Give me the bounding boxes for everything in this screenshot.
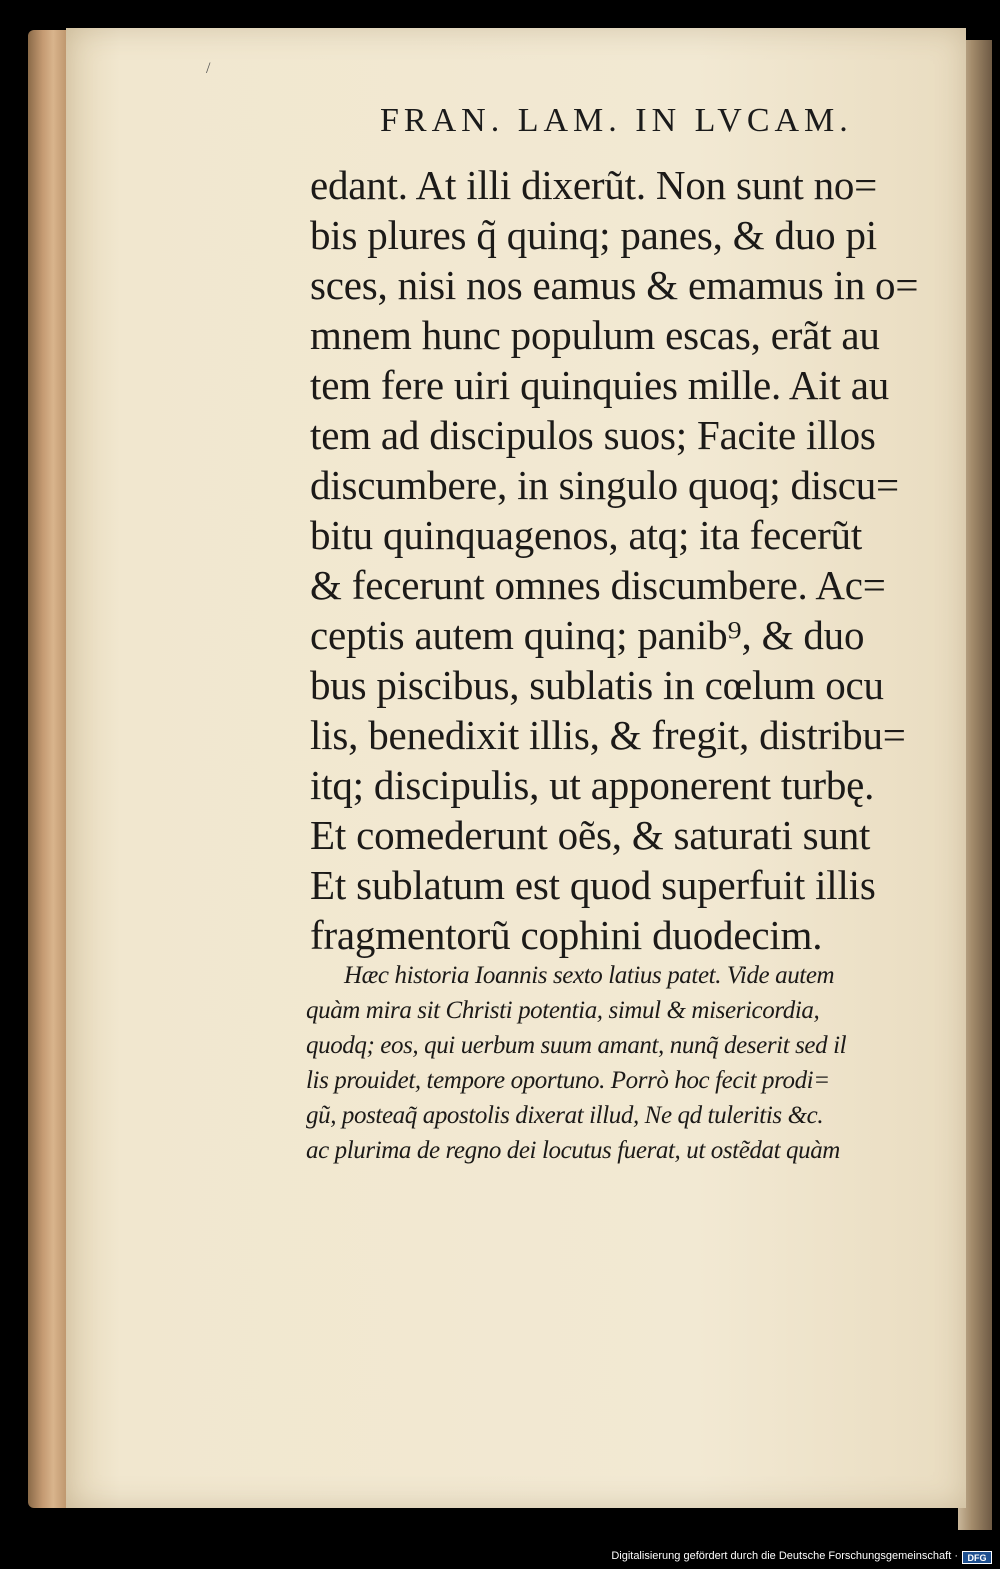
- commentary-line: ac plurima de regno dei locutus fuerat, ut ostẽdat quàm: [306, 1137, 840, 1164]
- footer-credit: Digitalisierung gefördert durch die Deutsche Forschungsgemeinschaft ·: [611, 1550, 958, 1562]
- body-line: edant. At illi dixerũt. Non sunt no=: [310, 162, 878, 208]
- body-line: tem ad discipulos suos; Facite illos: [310, 412, 876, 458]
- commentary-line: lis prouidet, tempore oportuno. Porrò hoc fecit prodi=: [306, 1067, 830, 1094]
- body-line: Et comederunt oẽs, & saturati sunt: [310, 812, 871, 858]
- commentary-text: [306, 958, 946, 1168]
- dfg-logo-icon: DFG: [962, 1551, 992, 1564]
- body-line: sces, nisi nos eamus & emamus in o=: [310, 262, 919, 308]
- body-line: bis plures q̃ quinq; panes, & duo pi: [310, 212, 877, 258]
- body-line: Et sublatum est quod superfuit illis: [310, 862, 876, 908]
- body-line: fragmentorũ cophini duodecim.: [310, 912, 823, 958]
- book-edge-left: [28, 30, 70, 1508]
- page-mark: /: [206, 60, 211, 77]
- commentary-line: quodq; eos, qui uerbum suum amant, nunq̃ deserit sed il: [306, 1032, 847, 1059]
- body-line: mnem hunc populum escas, erãt au: [310, 312, 880, 358]
- running-head: FRAN. LAM. IN LVCAM.: [380, 102, 853, 139]
- body-line: lis, benedixit illis, & fregit, distribu=: [310, 712, 906, 758]
- body-line: bus piscibus, sublatis in cœlum ocu: [310, 662, 884, 708]
- body-line: tem fere uiri quinquies mille. Ait au: [310, 362, 889, 408]
- body-line: & fecerunt omnes discumbere. Ac=: [310, 562, 886, 608]
- body-text: [310, 160, 950, 960]
- commentary-line: Hæc historia Ioannis sexto latius patet. Vide autem: [344, 962, 835, 989]
- body-line: discumbere, in singulo quoq; discu=: [310, 462, 899, 508]
- body-line: ceptis autem quinq; panib⁹, & duo: [310, 612, 865, 658]
- body-line: bitu quinquagenos, atq; ita fecerũt: [310, 512, 863, 558]
- commentary-line: gũ, posteaq̃ apostolis dixerat illud, Ne qd tuleritis &c.: [306, 1102, 824, 1129]
- body-line: itq; discipulis, ut apponerent turbę.: [310, 762, 875, 808]
- commentary-line: quàm mira sit Christi potentia, simul & misericordia,: [306, 997, 820, 1024]
